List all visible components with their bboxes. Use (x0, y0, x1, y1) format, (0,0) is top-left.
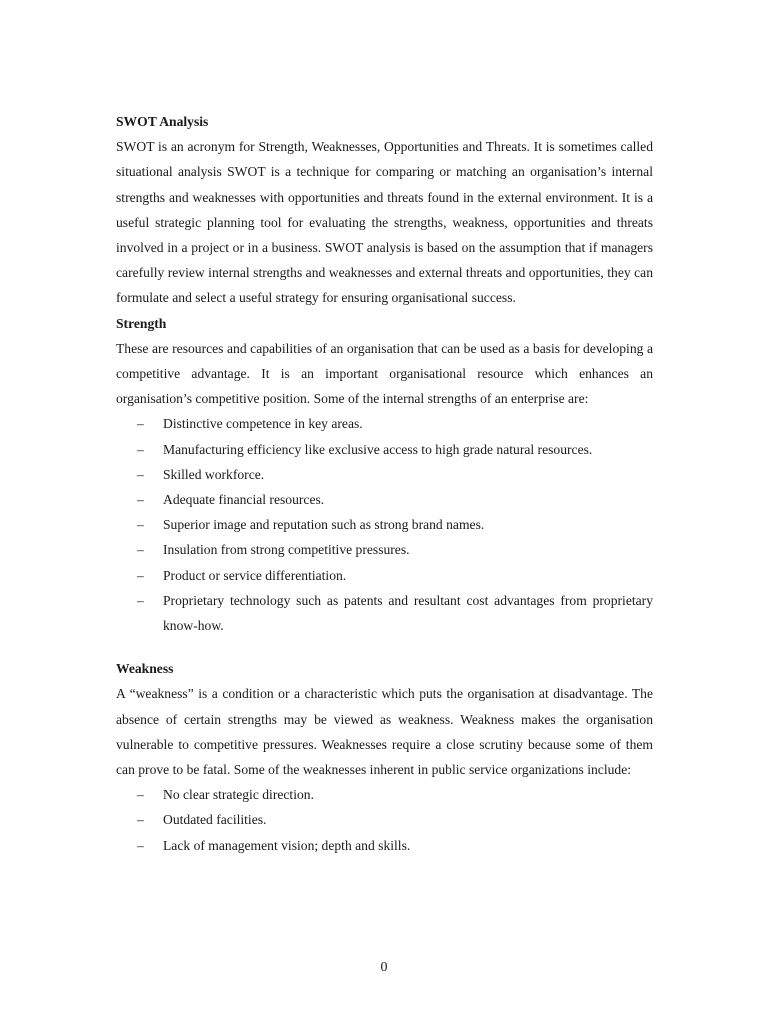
list-item (137, 537, 653, 562)
dash-bullet: – (137, 517, 144, 533)
swot-paragraph: SWOT is an acronym for Strength, Weaknesses, Opportunities and Threats. It is sometimes called situational analysis SWOT is a technique for comparing or matching an organisation’s internal strengths and weaknesses with opportunities and threats found in the external environment. It is a useful strategic planning tool for evaluating the strengths, weakness, opportunities and threats involved in a project or in a business. SWOT analysis is based on the assumption that if managers carefully review internal strengths and weaknesses and external threats and opportunities, they can formulate and select a useful strategy for ensuring organisational success. (116, 139, 653, 306)
list-item-text: Lack of management vision; depth and skills. (163, 837, 411, 853)
dash-bullet: – (137, 787, 144, 803)
dash-bullet: – (137, 466, 144, 482)
list-item (137, 411, 653, 436)
list-item (137, 563, 653, 588)
weakness-list (116, 782, 653, 858)
list-item (137, 807, 653, 832)
section-spacer (116, 638, 653, 656)
list-item-text: Skilled workforce. (163, 466, 265, 482)
list-item (137, 833, 653, 858)
dash-bullet: – (137, 812, 144, 828)
list-item (137, 782, 653, 807)
dash-bullet: – (137, 592, 144, 608)
list-item-text: Manufacturing efficiency like exclusive access to high grade natural resources. (163, 441, 593, 457)
list-item-text: Proprietary technology such as patents and resultant cost advantages from proprietary know-how. (163, 592, 653, 634)
weakness-heading: Weakness (116, 661, 174, 677)
document-page (116, 109, 653, 858)
dash-bullet: – (137, 837, 144, 853)
list-item-text: Distinctive competence in key areas. (163, 416, 363, 432)
dash-bullet: – (137, 542, 144, 558)
list-item (137, 588, 653, 638)
weakness-paragraph: A “weakness” is a condition or a characteristic which puts the organisation at disadvantage. The absence of certain strengths may be viewed as weakness. Weakness makes the organisation vulnerable to competitive pressures. Weaknesses require a close scrutiny because some of them can prove to be fatal. Some of the weaknesses inherent in public service organizations include: (116, 686, 653, 778)
list-item (137, 437, 653, 462)
strength-heading: Strength (116, 315, 167, 331)
strength-paragraph: These are resources and capabilities of an organisation that can be used as a basis for developing a competitive advantage. It is an important organisational resource which enhances an organisation’s competitive position. Some of the internal strengths of an enterprise are: (116, 340, 653, 407)
list-item-text: Insulation from strong competitive pressures. (163, 542, 410, 558)
dash-bullet: – (137, 416, 144, 432)
dash-bullet: – (137, 492, 144, 508)
list-item-text: Superior image and reputation such as strong brand names. (163, 517, 485, 533)
list-item (137, 487, 653, 512)
list-item (137, 462, 653, 487)
dash-bullet: – (137, 567, 144, 583)
list-item-text: Adequate financial resources. (163, 492, 325, 508)
dash-bullet: – (137, 441, 144, 457)
page-number: 0 (380, 960, 388, 975)
list-item (137, 512, 653, 537)
list-item-text: No clear strategic direction. (163, 787, 314, 803)
strength-list (116, 411, 653, 638)
list-item-text: Outdated facilities. (163, 812, 267, 828)
list-item-text: Product or service differentiation. (163, 567, 347, 583)
swot-heading: SWOT Analysis (116, 114, 209, 129)
